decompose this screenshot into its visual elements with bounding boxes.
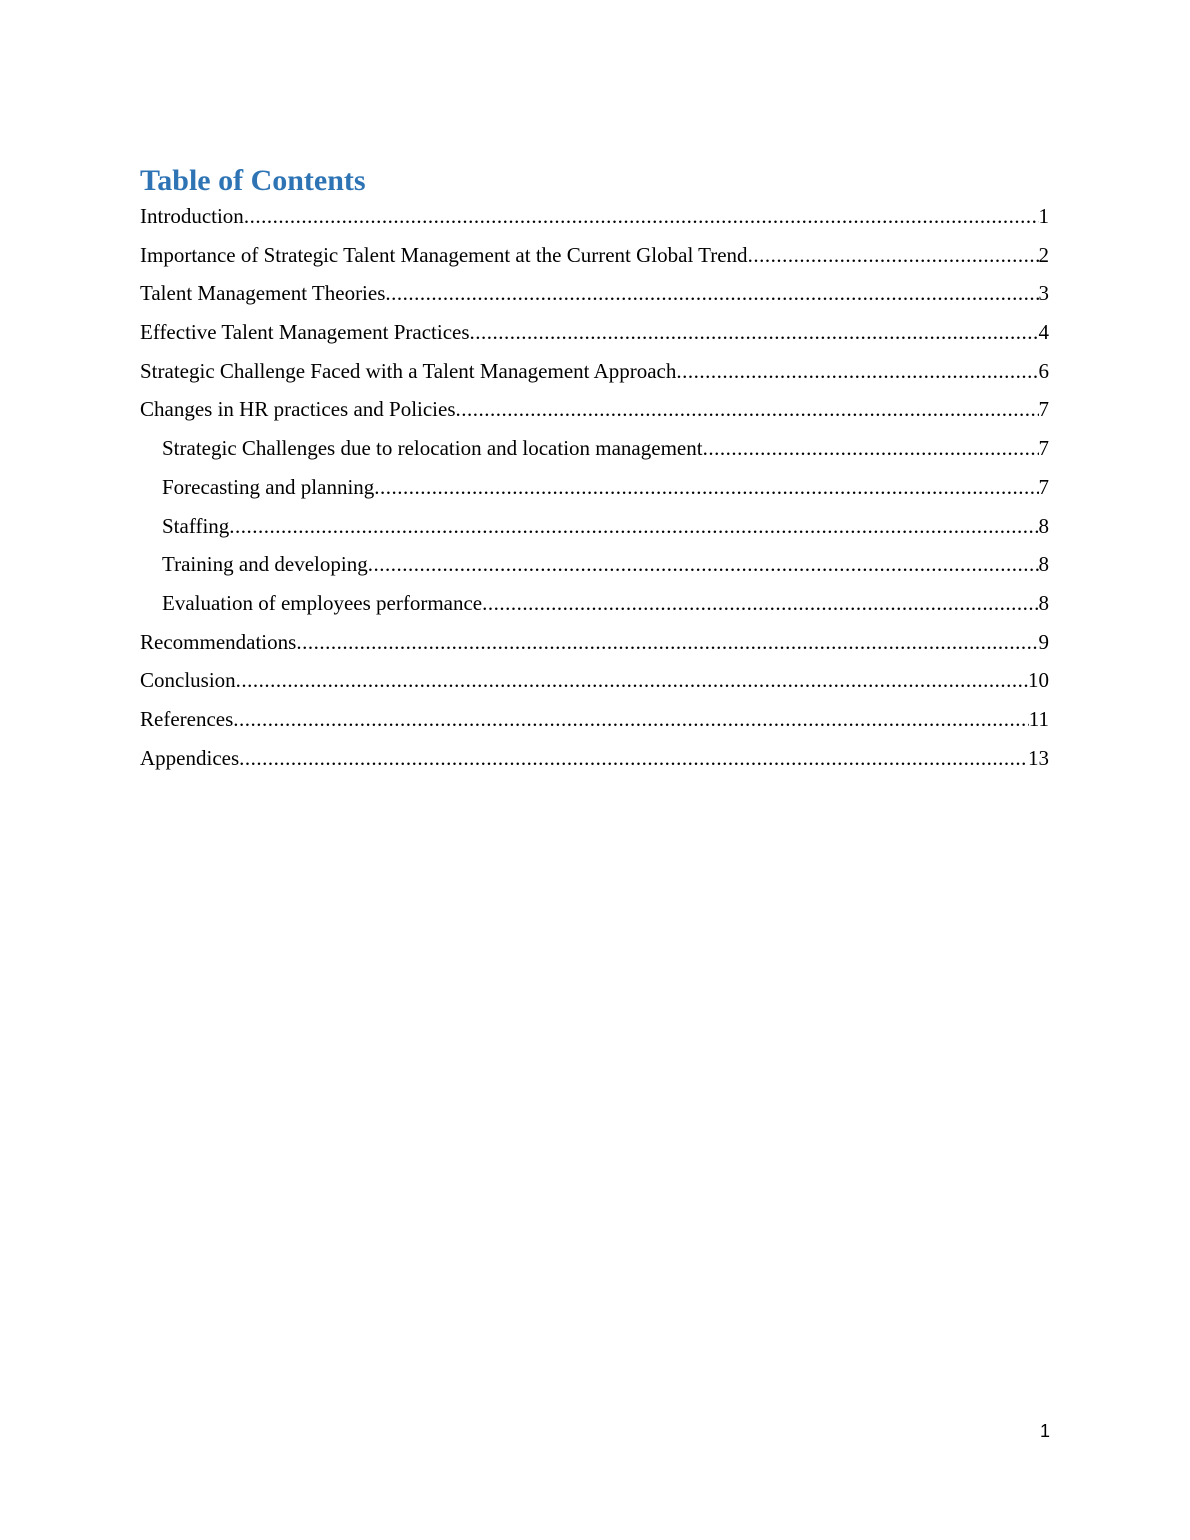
toc-dot-leader xyxy=(239,739,1028,778)
toc-entry-page: 8 xyxy=(1038,513,1049,538)
toc-entry-text: Recommendations xyxy=(140,629,297,654)
footer-page-number: 1 xyxy=(1039,1421,1050,1441)
toc-entry-page: 7 xyxy=(1038,397,1049,422)
toc-entry-page: 3 xyxy=(1038,281,1049,306)
toc-entry-training[interactable] xyxy=(140,545,1049,584)
toc-entry-strategic-challenge[interactable] xyxy=(140,352,1049,391)
toc-entry-recommendations[interactable] xyxy=(140,623,1049,662)
toc-dot-leader xyxy=(456,390,1039,429)
toc-entry-text: Conclusion xyxy=(140,668,236,693)
toc-entry-staffing[interactable] xyxy=(140,507,1049,546)
toc-entry-forecasting[interactable] xyxy=(140,468,1049,507)
toc-entry-practices[interactable] xyxy=(140,313,1049,352)
toc-entry-page: 2 xyxy=(1038,242,1049,267)
toc-entry-evaluation[interactable] xyxy=(140,584,1049,623)
toc-dot-leader xyxy=(296,623,1038,662)
toc-dot-leader xyxy=(703,429,1039,468)
toc-entry-text: Training and developing xyxy=(162,552,368,577)
toc-entry-page: 4 xyxy=(1038,320,1049,345)
toc-entry-text: Staffing xyxy=(162,513,230,538)
toc-entry-text: Strategic Challenges due to relocation and location management xyxy=(162,436,703,461)
toc-entry-text: References xyxy=(140,706,234,731)
toc-entry-page: 11 xyxy=(1028,706,1049,731)
toc-dot-leader xyxy=(374,468,1038,507)
toc-entry-text: Appendices xyxy=(140,745,240,770)
toc-dot-leader xyxy=(676,352,1038,391)
toc-entry-page: 8 xyxy=(1038,552,1049,577)
toc-dot-leader xyxy=(229,507,1038,546)
toc-dot-leader xyxy=(748,236,1039,275)
toc-title: Table of Contents xyxy=(140,164,366,197)
toc-entry-hr-changes[interactable] xyxy=(140,390,1049,429)
toc-entry-introduction[interactable] xyxy=(140,197,1049,236)
toc-dot-leader xyxy=(385,274,1038,313)
toc-entry-text: Talent Management Theories xyxy=(140,281,386,306)
toc-entry-page: 7 xyxy=(1038,436,1049,461)
toc-dot-leader xyxy=(233,700,1028,739)
toc-entry-text: Effective Talent Management Practices xyxy=(140,320,470,345)
toc-entry-page: 8 xyxy=(1038,590,1049,615)
toc-entry-text: Introduction xyxy=(140,204,244,228)
toc-entry-text: Changes in HR practices and Policies xyxy=(140,397,456,422)
toc-dot-leader xyxy=(368,545,1039,584)
toc-entry-text: Strategic Challenge Faced with a Talent Management Approach xyxy=(140,358,677,383)
toc-entry-importance[interactable] xyxy=(140,236,1049,275)
toc-entry-text: Importance of Strategic Talent Management at the Current Global Trend xyxy=(140,242,748,267)
toc-entry-conclusion[interactable] xyxy=(140,661,1049,700)
toc-entry-references[interactable] xyxy=(140,700,1049,739)
toc-entry-appendices[interactable] xyxy=(140,739,1049,778)
toc-entry-page: 13 xyxy=(1028,745,1049,770)
toc-dot-leader xyxy=(236,661,1028,700)
toc-entry-page: 9 xyxy=(1038,629,1049,654)
toc-entry-page: 7 xyxy=(1038,474,1049,499)
toc-list xyxy=(140,197,1049,777)
toc-entry-relocation[interactable] xyxy=(140,429,1049,468)
toc-dot-leader xyxy=(482,584,1038,623)
toc-entry-page: 10 xyxy=(1028,668,1049,693)
toc-entry-page: 1 xyxy=(1038,204,1049,228)
toc-dot-leader xyxy=(244,197,1039,236)
toc-entry-text: Forecasting and planning xyxy=(162,474,375,499)
toc-entry-text: Evaluation of employees performance xyxy=(162,590,483,615)
toc-dot-leader xyxy=(470,313,1039,352)
toc-entry-page: 6 xyxy=(1038,358,1049,383)
toc-entry-theories[interactable] xyxy=(140,274,1049,313)
